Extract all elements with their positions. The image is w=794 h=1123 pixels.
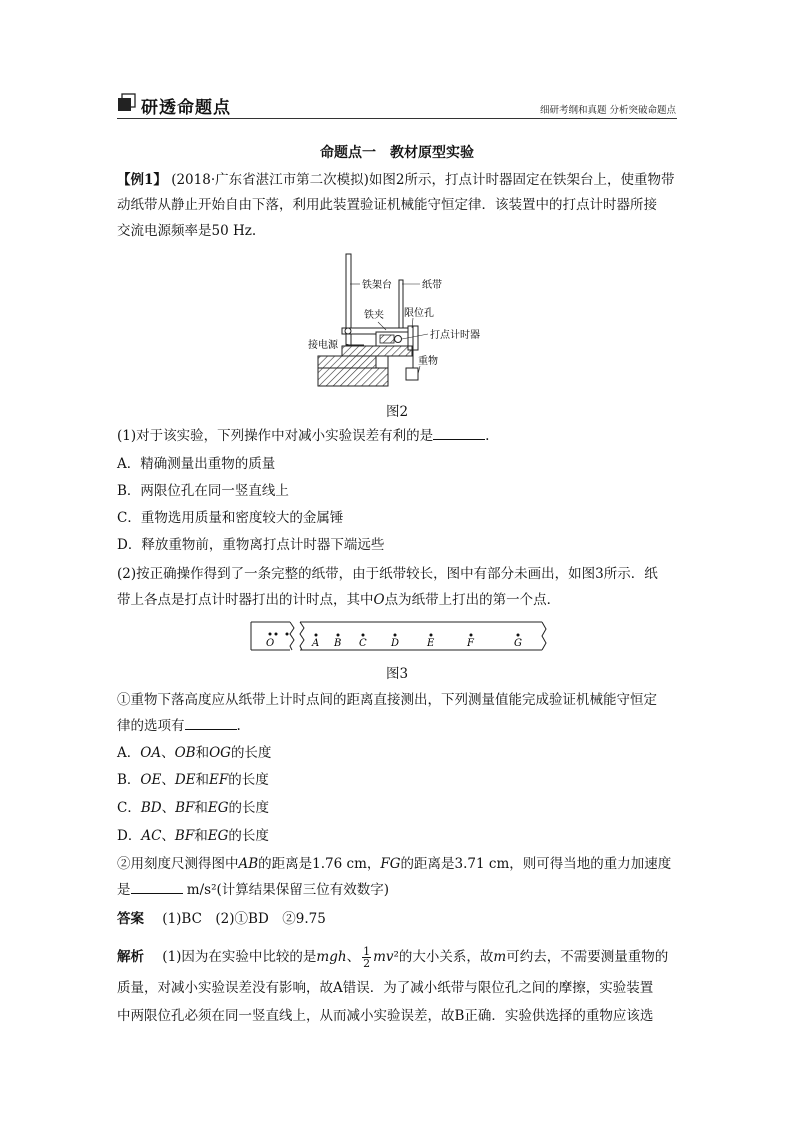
sub1-option-c: C．BD、BF和EG的长度 bbox=[117, 800, 270, 816]
example-line-1: 【例1】 (2018·广东省湛江市第二次模拟)如图2所示，打点计时器固定在铁架台上，使重物带 bbox=[117, 172, 675, 188]
sub2-line-2: 是 m/s²(计算结果保留三位有效数字) bbox=[117, 882, 390, 898]
point-o: O bbox=[266, 638, 275, 649]
q1-stem: (1)对于该实验，下列操作中对减小实验误差有利的是 . bbox=[117, 428, 490, 444]
answer-blank bbox=[185, 716, 237, 730]
point-b: B bbox=[334, 638, 342, 649]
label-clamp: 铁夹 bbox=[364, 310, 384, 321]
sub2-line-1: ②用刻度尺测得图中AB的距离是1.76 cm，FG的距离是3.71 cm，则可得当地的重力加速度 bbox=[117, 856, 672, 872]
figure-2-caption: 图2 bbox=[385, 404, 409, 420]
point-g: G bbox=[514, 638, 522, 649]
answer-blank bbox=[433, 426, 485, 440]
point-e: E bbox=[427, 638, 435, 649]
example-line-2: 动纸带从静止开始自由下落，利用此装置验证机械能守恒定律．该装置中的打点计时器所接 bbox=[117, 197, 657, 213]
label-power: 接电源 bbox=[308, 340, 338, 351]
fraction-half: $\frac{1}{2}$ bbox=[363, 945, 371, 970]
label-timer: 打点计时器 bbox=[430, 330, 480, 341]
analysis-line-2: 质量，对减小实验误差没有影响，故A错误．为了减小纸带与限位孔之间的摩擦，实验装置 bbox=[117, 980, 654, 996]
label-tape: 纸带 bbox=[422, 280, 442, 291]
answer-blank bbox=[131, 880, 183, 894]
q1-option-d: D．释放重物前，重物离打点计时器下端远些 bbox=[117, 537, 385, 553]
header-rule bbox=[117, 118, 677, 119]
analysis-line-3: 中两限位孔必须在同一竖直线上，从而减小实验误差，故B正确．实验供选择的重物应该选 bbox=[117, 1008, 654, 1024]
sub1-option-a: A．OA、OB和OG的长度 bbox=[117, 745, 272, 761]
answer-text: (1)BC (2)①BD ②9.75 bbox=[162, 911, 326, 927]
header-title: 研透命题点 bbox=[141, 98, 231, 118]
point-d: D bbox=[391, 638, 400, 649]
label-stand: 铁架台 bbox=[362, 280, 392, 291]
analysis-label: 解析 bbox=[117, 949, 144, 965]
sub1-line-2: 律的选项有 . bbox=[117, 718, 241, 734]
point-c: C bbox=[359, 638, 367, 649]
example-tag: 【例1】 bbox=[117, 172, 167, 188]
answer-line bbox=[117, 909, 326, 929]
sub1-option-b: B．OE、DE和EF的长度 bbox=[117, 772, 269, 788]
figure-3-tape bbox=[250, 620, 550, 654]
sub1-option-d: D．AC、BF和EG的长度 bbox=[117, 828, 269, 844]
point-a: A bbox=[312, 638, 320, 649]
example-line-3: 交流电源频率是50 Hz. bbox=[117, 223, 257, 239]
sub1-line-1: ①重物下落高度应从纸带上计时点间的距离直接测出，下列测量值能完成验证机械能守恒定 bbox=[117, 692, 657, 708]
q1-option-c: C．重物选用质量和密度较大的金属锤 bbox=[117, 510, 344, 526]
q2-line-1: (2)按正确操作得到了一条完整的纸带，由于纸带较长，图中有部分未画出，如图3所示．纸 bbox=[117, 566, 658, 582]
analysis-line-1: 解析 (1)因为在实验中比较的是mgh、 $\frac{1}{2}$ mv²的大小关系，故m可约去，不需要测量重物的 bbox=[117, 945, 669, 970]
q1-option-a: A．精确测量出重物的质量 bbox=[117, 456, 276, 472]
header-icon bbox=[117, 93, 136, 112]
header-subtitle: 细研考纲和真题 分析突破命题点 bbox=[539, 105, 676, 116]
q2-line-2: 带上各点是打点计时器打出的计时点，其中O点为纸带上打出的第一个点． bbox=[117, 592, 561, 608]
section-title: 命题点一 教材原型实验 bbox=[320, 145, 474, 161]
q1-option-b: B．两限位孔在同一竖直线上 bbox=[117, 483, 289, 499]
figure-2-apparatus bbox=[306, 250, 506, 395]
figure-3-caption: 图3 bbox=[385, 666, 409, 682]
point-f: F bbox=[467, 638, 474, 649]
label-hole: 限位孔 bbox=[404, 308, 434, 319]
label-weight: 重物 bbox=[418, 356, 438, 367]
answer-label: 答案 bbox=[117, 911, 144, 927]
